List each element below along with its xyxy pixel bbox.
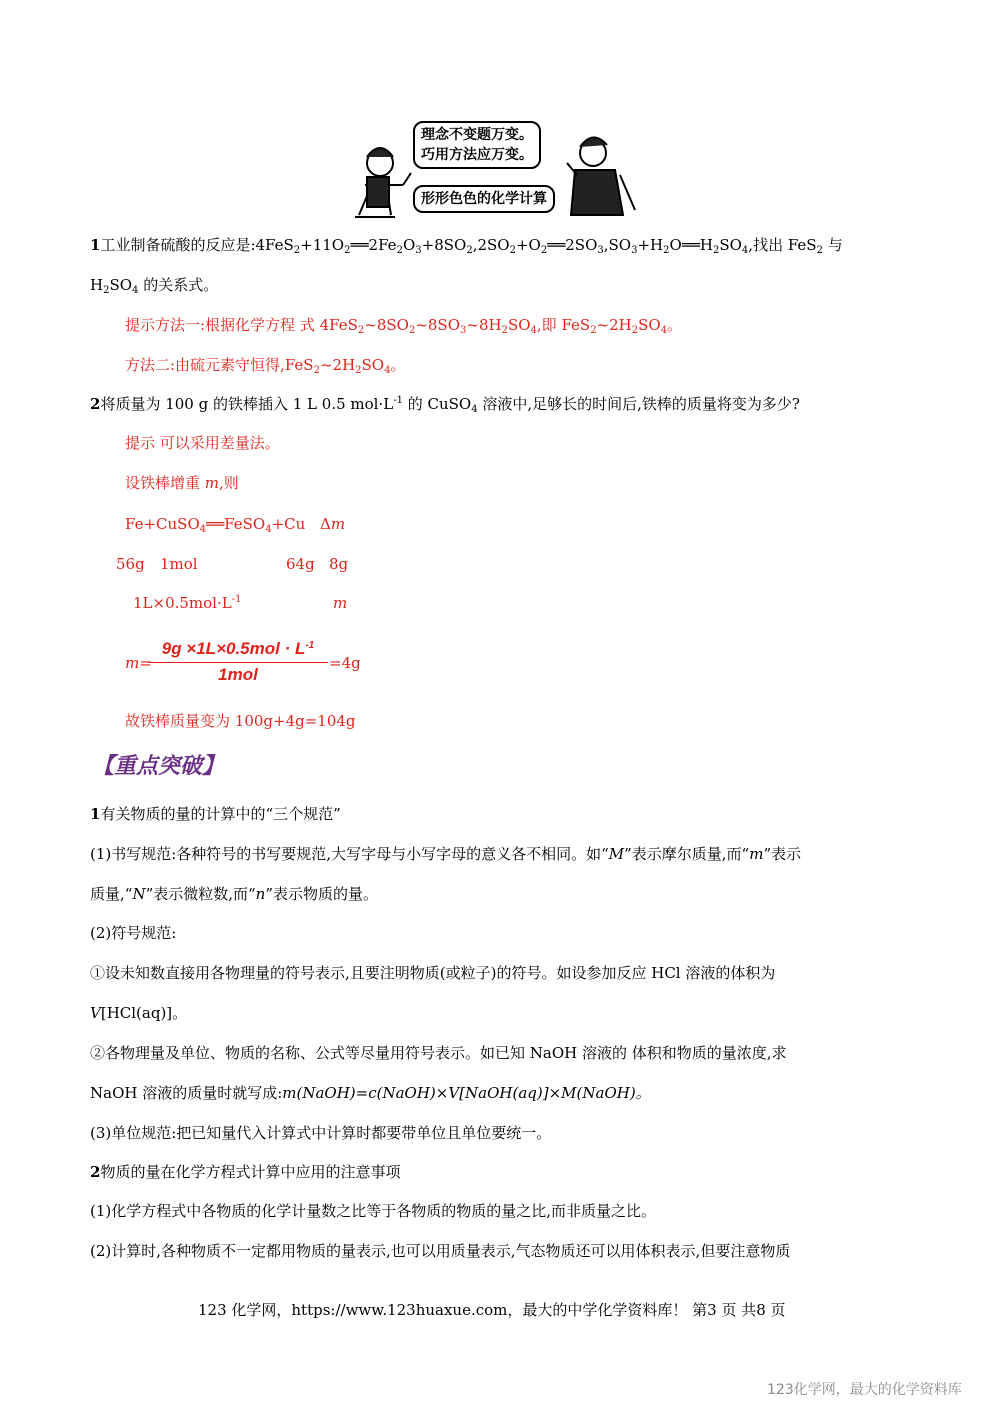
body-text: [HCl(aq)]。 bbox=[100, 1004, 188, 1022]
formula-part: M(NaOH)。 bbox=[561, 1084, 651, 1102]
p1-s3: (3)单位规范:把已知量代入计算式中计算时都要带单位且单位要统一。 bbox=[90, 1124, 552, 1142]
bubble1-line1: 理念不变题万变。 bbox=[421, 127, 533, 143]
subscript: 2 bbox=[103, 285, 110, 296]
p2-s1: (1)化学方程式中各物质的化学计量数之比等于各物质的物质的量之比,而非质量之比。 bbox=[90, 1202, 657, 1220]
q1-text: ,2SO bbox=[472, 236, 510, 254]
subscript: 4 bbox=[471, 404, 478, 415]
p1-s2-2-line1: ②各物理量及单位、物质的名称、公式等尽量用符号表示。如已知 NaOH 溶液的 体积和物质的量浓度,求 bbox=[90, 1044, 787, 1062]
q1-text: +11O bbox=[300, 236, 345, 254]
q2-let bbox=[125, 473, 239, 493]
body-text: ”表示物质的量。 bbox=[265, 885, 379, 903]
q1-hint2 bbox=[125, 355, 406, 375]
q1-number: 1 bbox=[90, 236, 101, 254]
hint-text: ~2H bbox=[319, 356, 356, 374]
frac-lhs-text: m= bbox=[125, 654, 152, 672]
hint-text: 方法二:由硫元素守恒得,FeS bbox=[125, 356, 314, 374]
subscript: 3 bbox=[597, 245, 604, 256]
hint-text: SO bbox=[361, 356, 385, 374]
watermark: 123化学网，最大的化学资料库 bbox=[767, 1382, 962, 1398]
speech-bubble-2 bbox=[413, 185, 555, 213]
subscript: 2 bbox=[357, 325, 365, 336]
p1-s1-line1 bbox=[90, 844, 801, 864]
cartoon-header bbox=[345, 115, 645, 225]
q1-text: ══2Fe bbox=[350, 236, 397, 254]
superscript: -1 bbox=[393, 395, 403, 406]
subscript: 2 bbox=[590, 325, 597, 336]
q1-text: SO bbox=[719, 236, 742, 254]
subscript: 2 bbox=[293, 245, 301, 256]
hint-text: SO bbox=[638, 316, 661, 334]
q2-text: 的 CuSO bbox=[402, 395, 472, 413]
subscript: 2 bbox=[663, 245, 670, 256]
subscript: 4 bbox=[199, 524, 207, 535]
hint-text: 故铁棒质量变为 bbox=[125, 712, 235, 730]
hint-text: 提示方法一:根据化学方程 式 4FeS bbox=[125, 316, 358, 334]
delta-symbol: Δ bbox=[320, 515, 331, 533]
q1-text: O bbox=[402, 236, 416, 254]
page-footer: 123 化学网，https://www.123huaxue.com，最大的中学化学资料库！ 第3 页 共8 页 bbox=[198, 1301, 786, 1319]
q2-row1-56g: 56g bbox=[116, 555, 145, 573]
symbol-V: V bbox=[90, 1004, 101, 1022]
hint-text: ~2H bbox=[596, 316, 632, 334]
subscript: 4 bbox=[530, 325, 537, 336]
subscript: 2 bbox=[313, 365, 320, 376]
bubble1-line2: 巧用方法应万变。 bbox=[421, 147, 533, 163]
q2-text: 溶液中,足够长的时间后,铁棒的质量将变为多少? bbox=[477, 395, 800, 413]
subscript: 4 bbox=[132, 285, 139, 296]
subscript: 3 bbox=[460, 325, 467, 336]
body-text: (1)书写规范:各种符号的书写要规范,大写字母与小写字母的意义各不相同。如“ bbox=[90, 845, 609, 863]
q1-text: 与 bbox=[822, 236, 843, 254]
q1-line1 bbox=[90, 235, 843, 255]
frac-num-text: 9g ×1L×0.5mol · L bbox=[161, 639, 306, 658]
symbol-M: M bbox=[608, 845, 625, 863]
formula-part: c(NaOH)× bbox=[368, 1084, 449, 1102]
subscript: 3 bbox=[415, 245, 422, 256]
q2-row1-8g: 8g bbox=[329, 555, 349, 573]
subscript: 2 bbox=[396, 245, 403, 256]
q1-text: ══2SO bbox=[547, 236, 598, 254]
body-text: NaOH 溶液的质量时就写成: bbox=[90, 1084, 283, 1102]
q1-text: O══H bbox=[669, 236, 713, 254]
q2-text: 将质量为 100 g 的铁棒插入 1 L 0.5 mol·L bbox=[100, 395, 394, 413]
q2-number: 2 bbox=[90, 395, 101, 413]
q1-text: ,SO bbox=[603, 236, 632, 254]
bubble2-text: 形形色色的化学计算 bbox=[421, 191, 547, 207]
p1-s2-1-line1: ①设未知数直接用各物理量的符号表示,且要注明物质(或粒子)的符号。如设参加反应 HCl 溶液的体积为 bbox=[90, 964, 776, 982]
hint-text: SO bbox=[507, 316, 531, 334]
q2-row2-m bbox=[333, 593, 347, 613]
subscript: 2 bbox=[344, 245, 351, 256]
p1-number: 1 bbox=[90, 805, 101, 823]
p1-s2-1-line2 bbox=[90, 1003, 187, 1023]
hint-text: ~8SO bbox=[415, 316, 460, 334]
subscript: 4 bbox=[265, 524, 272, 535]
hint-text: ,则 bbox=[219, 474, 239, 492]
symbol-m: m bbox=[749, 845, 764, 863]
formula-part: V[NaOH(aq)]× bbox=[448, 1084, 562, 1102]
q1-text: +H bbox=[637, 236, 664, 254]
q2-row2 bbox=[133, 593, 241, 613]
equation-text: Fe+CuSO bbox=[125, 515, 200, 533]
hint-text: ~8H bbox=[466, 316, 502, 334]
p1-s2: (2)符号规范: bbox=[90, 924, 177, 942]
subscript: 2 bbox=[712, 245, 720, 256]
body-text: ”表示微粒数,而“ bbox=[145, 885, 256, 903]
subscript: 4 bbox=[741, 245, 749, 256]
q1-text: SO bbox=[109, 276, 133, 294]
body-text: ”表示摩尔质量,而“ bbox=[624, 845, 750, 863]
subscript: 2 bbox=[408, 325, 416, 336]
frac-bar bbox=[148, 662, 328, 663]
subscript: 2 bbox=[816, 245, 823, 256]
frac-denominator: 1mol bbox=[218, 665, 258, 684]
variable-m: m bbox=[330, 515, 346, 533]
q1-text: ,找出 FeS bbox=[748, 236, 817, 254]
subscript: 2 bbox=[466, 245, 473, 256]
q2-row1-1mol: 1mol bbox=[160, 555, 198, 573]
q1-text: +8SO bbox=[421, 236, 467, 254]
q1-line2 bbox=[90, 275, 218, 295]
hint-text: ~8SO bbox=[364, 316, 409, 334]
fraction bbox=[148, 638, 328, 685]
symbol-N: N bbox=[132, 885, 146, 903]
q1-text: +O bbox=[515, 236, 541, 254]
p1-title bbox=[90, 804, 341, 824]
p1-s2-2-line2 bbox=[90, 1083, 651, 1103]
p1-s1-line2 bbox=[90, 884, 378, 904]
frac-numerator bbox=[148, 638, 328, 660]
hint-text: 。 bbox=[667, 316, 683, 334]
frac-rhs: =4g bbox=[329, 654, 361, 672]
subscript: 4 bbox=[384, 365, 391, 376]
q1-text: 工业制备硫酸的反应是:4FeS bbox=[100, 236, 294, 254]
q1-hint1 bbox=[125, 315, 682, 335]
section-title: 【重点突破】 bbox=[92, 754, 225, 779]
q1-text: H bbox=[90, 276, 104, 294]
p2-number: 2 bbox=[90, 1163, 101, 1181]
hint-text: 设铁棒增重 bbox=[125, 474, 205, 492]
speech-bubble-1 bbox=[413, 121, 541, 169]
symbol-n: n bbox=[255, 885, 266, 903]
subscript: 2 bbox=[509, 245, 516, 256]
subscript: 2 bbox=[355, 365, 362, 376]
variable-m: m bbox=[204, 474, 220, 492]
hint-text: ,即 FeS bbox=[536, 316, 591, 334]
p2-title bbox=[90, 1162, 400, 1182]
superscript: -1 bbox=[231, 594, 242, 605]
equation-text: ══FeSO bbox=[206, 515, 266, 533]
q2-row1-64g: 64g bbox=[286, 555, 315, 573]
superscript: -1 bbox=[305, 640, 315, 651]
equation-text: +Cu bbox=[271, 515, 306, 533]
q2-line1 bbox=[90, 394, 800, 414]
variable-m: m bbox=[333, 594, 348, 612]
subscript: 2 bbox=[501, 325, 508, 336]
q1-text: 的关系式。 bbox=[138, 276, 219, 294]
subscript: 2 bbox=[631, 325, 639, 336]
subscript: 4 bbox=[660, 325, 668, 336]
q2-hint: 提示 可以采用差量法。 bbox=[125, 434, 280, 452]
hint-text: 。 bbox=[390, 356, 406, 374]
body-text: 质量,“ bbox=[90, 885, 133, 903]
q2-equation bbox=[125, 514, 305, 534]
body-text: ”表示 bbox=[763, 845, 802, 863]
subscript: 2 bbox=[540, 245, 548, 256]
p1-title-text: 有关物质的量的计算中的“三个规范” bbox=[100, 805, 341, 823]
formula-part: m(NaOH)= bbox=[282, 1084, 369, 1102]
p2-s2: (2)计算时,各种物质不一定都用物质的量表示,也可以用质量表示,气态物质还可以用体积表示,但要注意物质 bbox=[90, 1242, 791, 1260]
q2-delta-m bbox=[320, 514, 345, 534]
p2-title-text: 物质的量在化学方程式计算中应用的注意事项 bbox=[100, 1163, 401, 1181]
hint-text: 100g+4g=104g bbox=[234, 712, 356, 730]
q2-conclusion bbox=[125, 711, 356, 731]
subscript: 3 bbox=[631, 245, 638, 256]
equation-text: 1L×0.5mol·L bbox=[133, 594, 232, 612]
